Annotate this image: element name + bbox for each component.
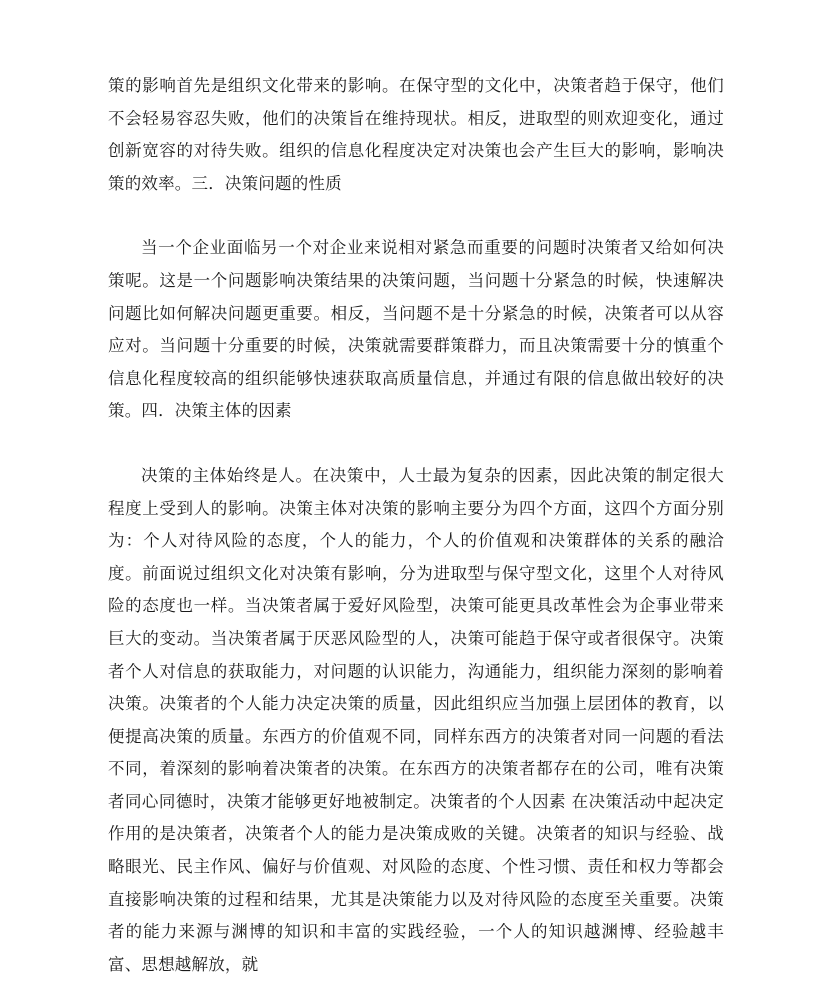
paragraph-problem-nature: 当一个企业面临另一个对企业来说相对紧急而重要的问题时决策者又给如何决策呢。这是一个问题影响决策结果的决策问题，当问题十分紧急的时候，快速解决问题比如何解决问题更重要。相反，当问题不是十分紧急的时候，决策者可以从容应对。当问题十分重要的时候，决策就需要群策群力，而且决策需要十分的慎重个信息化程度较高的组织能够快速获取高质量信息，并通过有限的信息做出较好的决策。四．决策主体的因素	[108, 238, 724, 421]
paragraph-organization-culture: 策的影响首先是组织文化带来的影响。在保守型的文化中，决策者趋于保守，他们不会轻易容忍失败，他们的决策旨在维持现状。相反，进取型的则欢迎变化，通过创新宽容的对待失败。组织的信息化程度决定对决策也会产生巨大的影响，影响决策的效率。三．决策问题的性质	[108, 76, 724, 193]
paragraph-gap	[108, 428, 724, 460]
document-page	[108, 70, 724, 981]
paragraph-decision-subject: 决策的主体始终是人。在决策中，人士最为复杂的因素，因此决策的制定很大程度上受到人的影响。决策主体对决策的影响主要分为四个方面，这四个方面分别为：个人对待风险的态度，个人的能力，个人的价值观和决策群体的关系的融洽度。前面说过组织文化对决策有影响，分为进取型与保守型文化，这里个人对待风险的态度也一样。当决策者属于爱好风险型，决策可能更具改革性会为企事业带来巨大的变动。当决策者属于厌恶风险型的人，决策可能趋于保守或者很保守。决策者个人对信息的获取能力，对问题的认识能力，沟通能力，组织能力深刻的影响着决策。决策者的个人能力决定决策的质量，因此组织应当加强上层团体的教育，以便提高决策的质量。东西方的价值观不同，同样东西方的决策者对同一问题的看法不同，着深刻的影响着决策者的决策。在东西方的决策者都存在的公司，唯有决策者同心同德时，决策才能够更好地被制定。决策者的个人因素 在决策活动中起决定作用的是决策者，决策者个人的能力是决策成败的关键。决策者的知识与经验、战略眼光、民主作风、偏好与价值观、对风险的态度、个性习惯、责任和权力等都会直接影响决策的过程和结果，尤其是决策能力以及对待风险的态度至关重要。决策者的能力来源与渊博的知识和丰富的实践经验，一个人的知识越渊博、经验越丰富、思想越解放，就	[108, 465, 724, 974]
paragraph-gap	[108, 200, 724, 232]
